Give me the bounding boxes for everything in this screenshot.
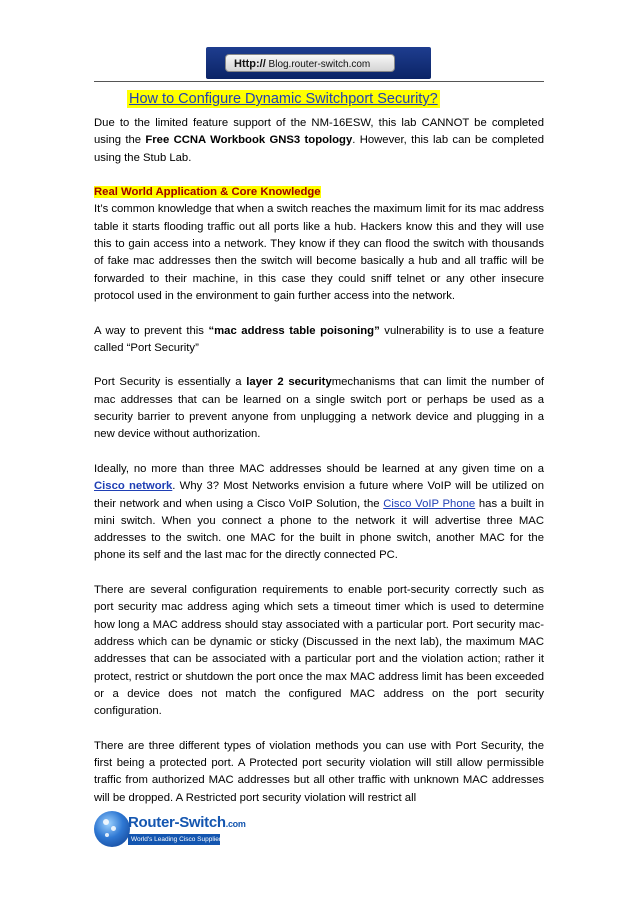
para2-bold: “mac address table poisoning” [208,324,380,337]
brand-name: Router-Switch [128,814,226,831]
header-divider [94,81,544,82]
intro-bold: Free CCNA Workbook GNS3 topology [145,134,353,147]
brand-suffix: .com [225,819,246,829]
url-domain: Blog.router-switch.com [268,59,371,70]
footer-brand [128,814,246,831]
cisco-voip-phone-link[interactable]: Cisco VoIP Phone [383,497,476,510]
paragraph-5: There are several configuration requirements to enable port-security correctly such as port security mac address aging which sets a timeout timer which is used to determine how long a MAC address should stay associated with a particular port. Port security mac-address which can be dynamic or sticky (Discussed in the next lab), the maximum MAC addresses that can be associated with a particular port and the violation action; rather it protect, restrict or shutdown the port once the max MAC address limit has been exceeded or a device does not match the configured MAC address on the port security configuration. [94,584,544,718]
intro-text-1: Due to the limited feature support of the NM-16ESW, this lab CANNOT be completed using the [94,117,544,147]
paragraph-6: There are three different types of violation methods you can use with Port Security, the first being a protected port. A Protected port security violation will still allow permissible traffic from authorized MAC addresses but all other traffic with unknown MAC addresses will be dropped. A Restricted port security violation will restrict all [94,739,544,804]
para3-text-2: mechanisms that can limit the number of mac addresses that can be learned on a single switch port or perhaps be used as a security barrier to prevent anyone from unplugging a network device and plugging in a new device without authorization. [94,376,544,441]
para4-text-1: Ideally, no more than three MAC addresses should be learned at any given time on a [94,462,544,475]
paragraph-2 [94,323,544,358]
globe-icon [94,811,130,847]
paragraph-3 [94,374,544,443]
header-banner [206,47,431,79]
para3-bold: layer 2 security [246,376,332,389]
para2-text-2: vulnerability is to use a feature called “Port Security” [94,324,544,354]
paragraph-4 [94,461,544,565]
cisco-network-link[interactable]: Cisco network [94,480,173,493]
para4-text-3: has a built in mini switch. When you connect a phone to the network it will advertise three MAC addresses to the switch. one MAC for the built in phone switch, another MAC for the phone its self and the last mac for the directly connected PC. [94,497,544,562]
section-block [94,184,544,201]
page-title[interactable]: How to Configure Dynamic Switchport Security? [129,91,438,107]
paragraph-1: It’s common knowledge that when a switch reaches the maximum limit for its mac address table it starts flooding traffic out all ports like a hub. Hackers know this and they will use this to gain access into a network. They know if they can flood the switch with thousands of fake mac addresses then the switch will become basically a hub and all traffic will be forwarded to their machine, in this case they could sniff telnet or any other insecure protocol used in the environment to gain further access into the network. [94,203,544,302]
para2-text-1: A way to prevent this [94,324,209,337]
header-url-bar [225,54,395,72]
document-body [94,115,544,824]
intro-paragraph [94,115,544,167]
footer-tagline: World's Leading Cisco Supplier™ [128,834,220,845]
intro-text-2: . However, this lab can be completed using the Stub Lab. [94,134,544,164]
section-heading: Real World Application & Core Knowledge [94,186,321,199]
para3-text-1: Port Security is essentially a [94,376,247,389]
footer-logo [94,811,246,849]
url-prefix: Http:// [234,58,266,70]
para4-text-2: . Why 3? Most Networks envision a future where VoIP will be utilized on their network and when using a Cisco VoIP Solution, the [94,480,544,510]
